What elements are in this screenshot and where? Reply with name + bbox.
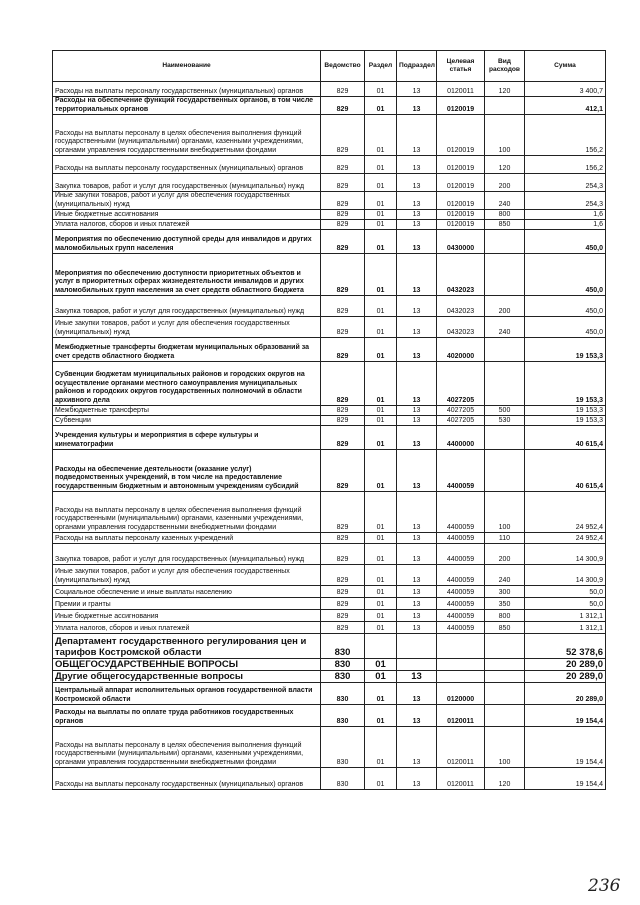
row-expense-type [485,97,525,115]
row-name: Центральный аппарат исполнительных органов государственной власти Костромской области [53,683,321,705]
row-name: Межбюджетные трансферты [53,406,321,416]
row-target: 0120000 [437,683,485,705]
row-name: Расходы на выплаты персоналу государственных (муниципальных) органов [53,156,321,174]
row-subsection: 13 [397,82,437,97]
row-sum: 19 153,3 [525,362,606,406]
row-expense-type [485,634,525,659]
row-target: 0120011 [437,82,485,97]
row-sum: 156,2 [525,156,606,174]
row-target: 0120011 [437,768,485,790]
row-subsection: 13 [397,192,437,210]
row-name: Межбюджетные трансферты бюджетам муниципальных образований за счет средств областного бюджета [53,338,321,362]
row-target: 0432023 [437,317,485,338]
header-sum: Сумма [525,51,606,82]
table-row [53,610,606,622]
row-section: 01 [365,254,397,296]
row-name: ОБЩЕГОСУДАРСТВЕННЫЕ ВОПРОСЫ [53,659,321,671]
row-section: 01 [365,426,397,450]
row-dept: 829 [321,220,365,230]
row-sum: 254,3 [525,174,606,192]
table-row [53,533,606,544]
row-dept: 829 [321,230,365,254]
row-name: Иные бюджетные ассигнования [53,610,321,622]
table-row [53,338,606,362]
row-dept: 829 [321,296,365,317]
row-sum: 50,0 [525,598,606,610]
table-row [53,192,606,210]
row-expense-type: 200 [485,544,525,565]
row-section: 01 [365,598,397,610]
row-subsection: 13 [397,492,437,533]
row-expense-type: 530 [485,416,525,426]
row-name: Уплата налогов, сборов и иных платежей [53,220,321,230]
row-section: 01 [365,406,397,416]
row-sum: 450,0 [525,254,606,296]
row-sum: 14 300,9 [525,565,606,586]
row-name: Расходы на выплаты персоналу казенных учреждений [53,533,321,544]
table-row [53,565,606,586]
row-subsection: 13 [397,406,437,416]
row-name: Расходы на обеспечение деятельности (оказание услуг) подведомственных учреждений, в том числе на предоставление государственным бюджетным и автономным учреждениям субсидий [53,450,321,492]
row-section: 01 [365,683,397,705]
table-row [53,362,606,406]
row-expense-type: 200 [485,296,525,317]
row-name: Другие общегосударственные вопросы [53,671,321,683]
row-expense-type [485,659,525,671]
row-subsection: 13 [397,586,437,598]
row-dept: 829 [321,82,365,97]
table-row [53,115,606,156]
row-sum: 24 952,4 [525,533,606,544]
row-subsection: 13 [397,598,437,610]
row-subsection [397,634,437,659]
row-target: 0120019 [437,220,485,230]
row-sum: 19 153,3 [525,416,606,426]
row-target: 4400059 [437,598,485,610]
row-name: Иные закупки товаров, работ и услуг для обеспечения государственных (муниципальных) нужд [53,317,321,338]
row-section: 01 [365,533,397,544]
row-target: 4400000 [437,426,485,450]
row-expense-type: 300 [485,586,525,598]
table-row [53,317,606,338]
row-name: Закупка товаров, работ и услуг для государственных (муниципальных) нужд [53,544,321,565]
row-name: Закупка товаров, работ и услуг для государственных (муниципальных) нужд [53,296,321,317]
row-sum: 19 153,3 [525,406,606,416]
row-dept: 829 [321,338,365,362]
row-expense-type: 350 [485,598,525,610]
row-name: Иные закупки товаров, работ и услуг для обеспечения государственных (муниципальных) нужд [53,565,321,586]
row-section [365,634,397,659]
header-section: Раздел [365,51,397,82]
row-sum: 450,0 [525,230,606,254]
row-dept: 829 [321,426,365,450]
row-expense-type [485,705,525,727]
row-subsection: 13 [397,768,437,790]
row-section: 01 [365,768,397,790]
row-section: 01 [365,230,397,254]
table-row [53,82,606,97]
row-dept: 830 [321,671,365,683]
row-section: 01 [365,659,397,671]
row-dept: 829 [321,492,365,533]
row-sum: 20 289,0 [525,683,606,705]
row-sum: 1 312,1 [525,622,606,634]
table-row [53,622,606,634]
table-row [53,634,606,659]
row-target [437,671,485,683]
row-section: 01 [365,622,397,634]
row-section: 01 [365,82,397,97]
row-name: Иные бюджетные ассигнования [53,210,321,220]
row-name: Департамент государственного регулирования цен и тарифов Костромской области [53,634,321,659]
row-expense-type: 100 [485,727,525,768]
row-expense-type [485,362,525,406]
row-name: Субвенции бюджетам муниципальных районов и городских округов на осуществление органами местного самоуправления муниципальных районов и городских округов государственных полномочий в области архивного дела [53,362,321,406]
row-target: 0120019 [437,97,485,115]
row-subsection: 13 [397,426,437,450]
table-row [53,210,606,220]
row-name: Расходы на выплаты персоналу в целях обеспечения выполнения функций государственными (муниципальными) органами, казенными учреждениями, органами управления государственными внебюджетными фондами [53,727,321,768]
row-section: 01 [365,727,397,768]
row-name: Расходы на выплаты персоналу государственных (муниципальных) органов [53,768,321,790]
row-section: 01 [365,671,397,683]
row-sum: 52 378,6 [525,634,606,659]
row-target: 4400059 [437,622,485,634]
row-sum: 19 154,4 [525,727,606,768]
row-expense-type: 850 [485,220,525,230]
row-subsection: 13 [397,533,437,544]
table-row [53,296,606,317]
row-dept: 829 [321,192,365,210]
row-target: 0430000 [437,230,485,254]
row-subsection: 13 [397,727,437,768]
row-name: Расходы на выплаты персоналу государственных (муниципальных) органов [53,82,321,97]
table-row [53,174,606,192]
row-dept: 829 [321,610,365,622]
row-dept: 829 [321,115,365,156]
row-sum: 450,0 [525,317,606,338]
row-sum: 412,1 [525,97,606,115]
row-name: Мероприятия по обеспечению доступности приоритетных объектов и услуг в приоритетных сферах жизнедеятельности инвалидов и других маломобильных групп населения за счет средств областного бюджета [53,254,321,296]
row-sum: 14 300,9 [525,544,606,565]
row-expense-type [485,683,525,705]
table-row [53,220,606,230]
row-sum: 1,6 [525,220,606,230]
row-expense-type: 240 [485,565,525,586]
row-expense-type: 850 [485,622,525,634]
row-target: 4400059 [437,586,485,598]
row-subsection: 13 [397,210,437,220]
table-row [53,727,606,768]
table-row [53,230,606,254]
row-sum: 450,0 [525,296,606,317]
row-section: 01 [365,97,397,115]
row-name: Социальное обеспечение и иные выплаты населению [53,586,321,598]
row-dept: 829 [321,174,365,192]
table-row [53,156,606,174]
row-dept: 829 [321,210,365,220]
row-subsection: 13 [397,115,437,156]
row-expense-type: 120 [485,768,525,790]
row-section: 01 [365,192,397,210]
row-expense-type: 240 [485,192,525,210]
row-subsection: 13 [397,622,437,634]
budget-page [52,50,605,790]
table-row [53,705,606,727]
row-dept: 829 [321,254,365,296]
row-subsection: 13 [397,338,437,362]
row-expense-type [485,230,525,254]
row-dept: 829 [321,450,365,492]
row-subsection: 13 [397,544,437,565]
table-row [53,97,606,115]
row-subsection: 13 [397,254,437,296]
row-sum: 1 312,1 [525,610,606,622]
row-expense-type: 240 [485,317,525,338]
row-target [437,659,485,671]
row-dept: 829 [321,533,365,544]
row-subsection: 13 [397,174,437,192]
header-subsection: Подраздел [397,51,437,82]
row-section: 01 [365,416,397,426]
table-row [53,406,606,416]
row-subsection: 13 [397,705,437,727]
row-section: 01 [365,220,397,230]
row-subsection: 13 [397,416,437,426]
row-expense-type [485,254,525,296]
row-section: 01 [365,210,397,220]
row-section: 01 [365,492,397,533]
row-dept: 829 [321,544,365,565]
table-row [53,544,606,565]
table-row [53,659,606,671]
row-dept: 830 [321,659,365,671]
row-section: 01 [365,317,397,338]
row-section: 01 [365,586,397,598]
row-section: 01 [365,174,397,192]
row-sum: 20 289,0 [525,659,606,671]
table-row [53,671,606,683]
header-target: Целевая статья [437,51,485,82]
row-sum: 50,0 [525,586,606,598]
row-target: 4027205 [437,416,485,426]
row-subsection: 13 [397,565,437,586]
row-target: 4400059 [437,544,485,565]
row-dept: 830 [321,768,365,790]
row-target: 0120019 [437,192,485,210]
table-row [53,586,606,598]
row-section: 01 [365,705,397,727]
row-sum: 3 400,7 [525,82,606,97]
row-section: 01 [365,156,397,174]
row-dept: 829 [321,317,365,338]
row-expense-type: 120 [485,156,525,174]
row-dept: 830 [321,683,365,705]
row-sum: 40 615,4 [525,426,606,450]
row-dept: 829 [321,565,365,586]
row-name: Закупка товаров, работ и услуг для государственных (муниципальных) нужд [53,174,321,192]
row-expense-type: 100 [485,115,525,156]
row-sum: 1,6 [525,210,606,220]
row-dept: 829 [321,416,365,426]
row-subsection: 13 [397,230,437,254]
header-expense-type: Вид расходов [485,51,525,82]
table-body [53,82,606,790]
table-row [53,768,606,790]
row-dept: 829 [321,598,365,610]
row-sum: 40 615,4 [525,450,606,492]
row-name: Иные закупки товаров, работ и услуг для обеспечения государственных (муниципальных) нужд [53,192,321,210]
row-sum: 254,3 [525,192,606,210]
header-name: Наименование [53,51,321,82]
row-target: 0120019 [437,115,485,156]
row-name: Расходы на обеспечение функций государственных органов, в том числе территориальных органов [53,97,321,115]
row-section: 01 [365,450,397,492]
row-subsection: 13 [397,156,437,174]
row-section: 01 [365,544,397,565]
row-section: 01 [365,610,397,622]
row-name: Премии и гранты [53,598,321,610]
table-row [53,254,606,296]
row-dept: 830 [321,705,365,727]
row-sum: 19 154,4 [525,705,606,727]
row-name: Расходы на выплаты по оплате труда работников государственных органов [53,705,321,727]
row-subsection: 13 [397,97,437,115]
budget-table [52,50,606,790]
row-expense-type [485,671,525,683]
row-name: Уплата налогов, сборов и иных платежей [53,622,321,634]
row-name: Субвенции [53,416,321,426]
row-expense-type [485,450,525,492]
row-target: 4027205 [437,406,485,416]
row-target: 0120019 [437,210,485,220]
table-header-row [53,51,606,82]
row-target [437,634,485,659]
row-target: 0120019 [437,174,485,192]
row-dept: 829 [321,362,365,406]
table-row [53,450,606,492]
row-target: 4400059 [437,533,485,544]
row-dept: 829 [321,156,365,174]
row-name: Мероприятия по обеспечению доступной среды для инвалидов и других маломобильных групп населения [53,230,321,254]
table-row [53,426,606,450]
table-row [53,598,606,610]
row-subsection: 13 [397,610,437,622]
row-target: 4400059 [437,565,485,586]
row-target: 0120011 [437,705,485,727]
row-target: 4027205 [437,362,485,406]
row-section: 01 [365,115,397,156]
row-dept: 829 [321,406,365,416]
row-subsection: 13 [397,671,437,683]
row-sum: 19 153,3 [525,338,606,362]
row-subsection: 13 [397,296,437,317]
row-subsection: 13 [397,450,437,492]
table-row [53,492,606,533]
row-target: 0120011 [437,727,485,768]
row-dept: 830 [321,634,365,659]
row-expense-type: 800 [485,210,525,220]
row-subsection: 13 [397,683,437,705]
page-number: 236 [588,876,621,896]
row-section: 01 [365,296,397,317]
row-target: 0120019 [437,156,485,174]
row-target: 4400059 [437,610,485,622]
row-dept: 830 [321,727,365,768]
row-expense-type: 800 [485,610,525,622]
row-dept: 829 [321,586,365,598]
row-section: 01 [365,362,397,406]
row-sum: 20 289,0 [525,671,606,683]
row-subsection: 13 [397,220,437,230]
row-subsection: 13 [397,317,437,338]
row-expense-type [485,426,525,450]
row-expense-type: 110 [485,533,525,544]
row-section: 01 [365,338,397,362]
row-sum: 24 952,4 [525,492,606,533]
row-subsection: 13 [397,362,437,406]
row-sum: 19 154,4 [525,768,606,790]
row-expense-type: 200 [485,174,525,192]
row-name: Расходы на выплаты персоналу в целях обеспечения выполнения функций государственными (муниципальными) органами, казенными учреждениями, органами управления государственными внебюджетными фондами [53,115,321,156]
row-target: 4400059 [437,450,485,492]
row-dept: 829 [321,97,365,115]
row-section: 01 [365,565,397,586]
row-target: 4020000 [437,338,485,362]
row-target: 0432023 [437,296,485,317]
row-expense-type [485,338,525,362]
row-expense-type: 120 [485,82,525,97]
row-dept: 829 [321,622,365,634]
row-expense-type: 500 [485,406,525,416]
table-row [53,416,606,426]
row-target: 4400059 [437,492,485,533]
row-target: 0432023 [437,254,485,296]
row-subsection [397,659,437,671]
row-sum: 156,2 [525,115,606,156]
row-name: Расходы на выплаты персоналу в целях обеспечения выполнения функций государственными (муниципальными) органами, казенными учреждениями, органами управления государственными внебюджетными фондами [53,492,321,533]
header-dept: Ведомство [321,51,365,82]
row-expense-type: 100 [485,492,525,533]
table-row [53,683,606,705]
row-name: Учреждения культуры и мероприятия в сфере культуры и кинематографии [53,426,321,450]
